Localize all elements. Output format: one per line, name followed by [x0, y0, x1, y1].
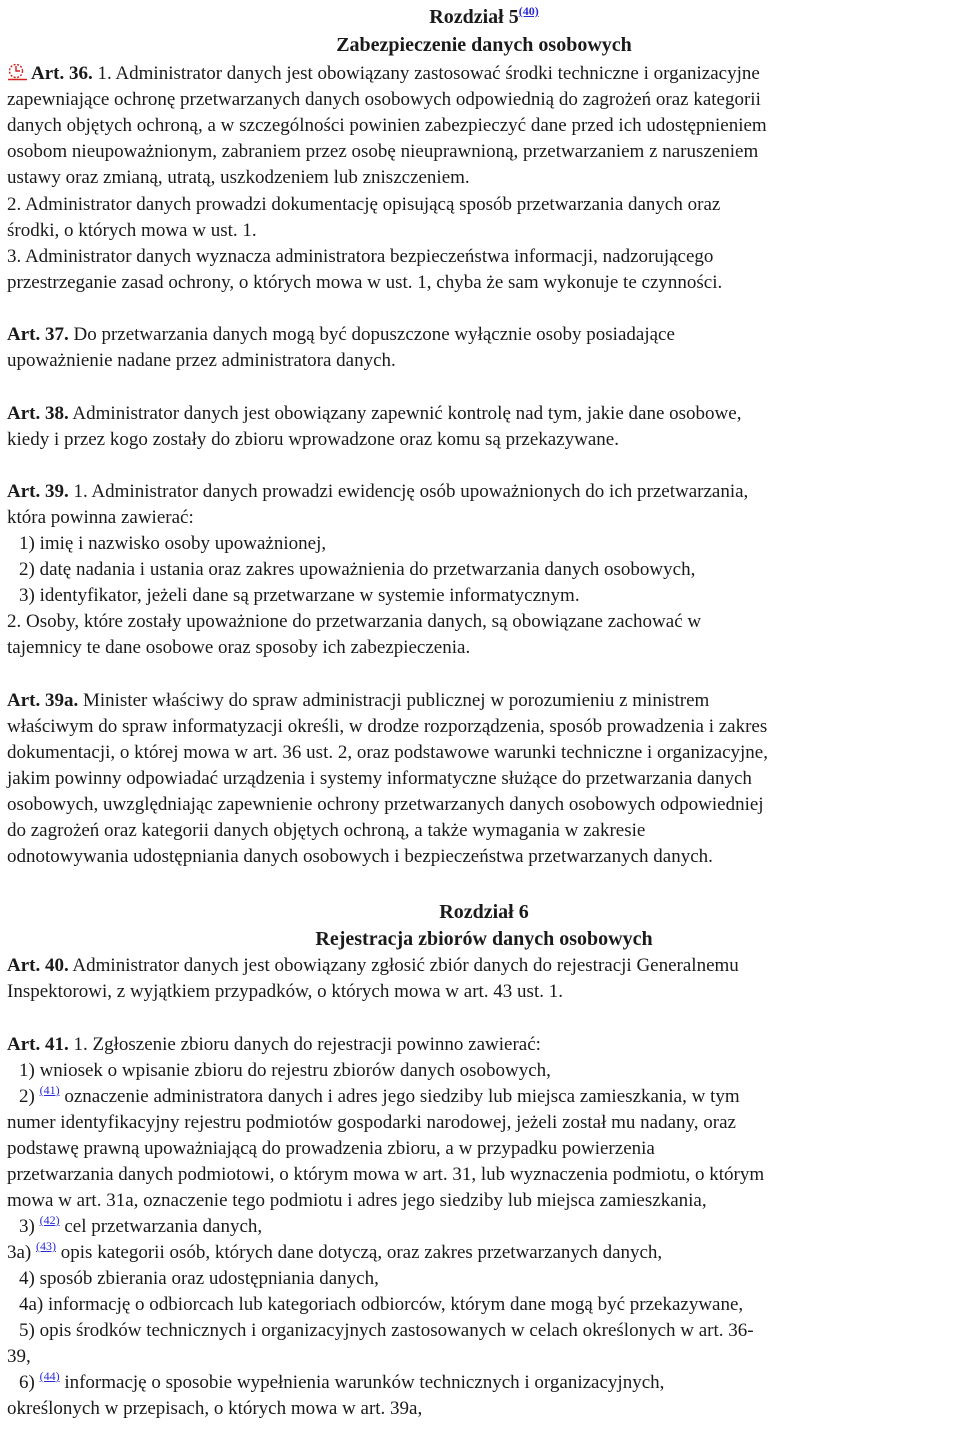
art-41-heading: Art. 41.	[7, 1034, 69, 1055]
list-item: 1) wniosek o wpisanie zbioru do rejestru zbiorów danych osobowych,	[19, 1060, 551, 1081]
footnote-link-43[interactable]: (43)	[36, 1239, 57, 1253]
art-39-text: która powinna zawierać:	[7, 507, 194, 528]
list-item: 6) $^{(44)}$ informację o sposobie wypełnienia warunków technicznych i organizacyjnych,	[19, 1369, 665, 1393]
art-38-heading: Art. 38.	[7, 403, 69, 424]
list-item-continuation: 39,	[7, 1346, 31, 1367]
list-item: 4a) informację o odbiorcach lub kategoriach odbiorców, którym dane mogą być przekazywane,	[19, 1294, 744, 1315]
art-39a-text: dokumentacji, o której mowa w art. 36 ust. 2, oraz podstawowe warunki techniczne i organizacyjne,	[7, 742, 768, 763]
art-36-text: zapewniające ochronę przetwarzanych danych osobowych odpowiednią do zagrożeń oraz kategorii	[7, 89, 761, 110]
footnote-link-44[interactable]: (44)	[39, 1369, 60, 1383]
art-36-text: ustawy oraz zmianą, utratą, uszkodzeniem lub zniszczeniem.	[7, 167, 470, 188]
list-item-continuation: podstawę prawną upoważniającą do prowadzenia zbioru, a w przypadku powierzenia	[7, 1138, 655, 1159]
art-39-heading: Art. 39.	[7, 481, 69, 502]
list-item: 3) identyfikator, jeżeli dane są przetwarzane w systemie informatycznym.	[19, 585, 580, 606]
art-40-text: Inspektorowi, z wyjątkiem przypadków, o których mowa w art. 43 ust. 1.	[7, 981, 563, 1002]
art-39a-text: właściwym do spraw informatyzacji określi, w drodze rozporządzenia, sposób prowadzenia i zakres	[7, 716, 768, 737]
art-39a-text: odnotowywania udostępniania danych osobowych i bezpieczeństwa przetwarzanych danych.	[7, 846, 713, 867]
art-40-line: Art. 40. Administrator danych jest obowiązany zgłosić zbiór danych do rejestracji Generalnemu	[7, 955, 739, 976]
footnote-link-40[interactable]: (40)	[518, 4, 539, 18]
list-item-continuation: przetwarzania danych podmiotowi, o którym mowa w art. 31, lub wyznaczenia podmiotu, o którym	[7, 1164, 765, 1185]
art-41-line: Art. 41. 1. Zgłoszenie zbioru danych do rejestracji powinno zawierać:	[7, 1034, 541, 1055]
art-39a-heading: Art. 39a.	[7, 690, 79, 711]
art-36-heading: Art. 36.	[31, 63, 93, 84]
list-item: 2) datę nadania i ustania oraz zakres upoważnienia do przetwarzania danych osobowych,	[19, 559, 696, 580]
art-38-line: Art. 38. Administrator danych jest obowiązany zapewnić kontrolę nad tym, jakie dane osobowe,	[7, 403, 742, 424]
art-39-text: tajemnicy te dane osobowe oraz sposoby ich zabezpieczenia.	[7, 637, 471, 658]
art-40-heading: Art. 40.	[7, 955, 69, 976]
art-36-text: przestrzeganie zasad ochrony, o których mowa w ust. 1, chyba że sam wykonuje te czynności.	[7, 272, 723, 293]
art-37-text: upoważnienie nadane przez administratora danych.	[7, 350, 396, 371]
art-36-text: osobom nieupoważnionym, zabraniem przez osobę nieuprawnioną, przetwarzaniem z naruszeniem	[7, 141, 759, 162]
chapter-5-label: Rozdział 5$^{(40)}$	[429, 4, 539, 28]
list-item-continuation: mowa w art. 31a, oznaczenie tego podmiotu i adres jego siedziby lub miejsca zamieszkania,	[7, 1190, 707, 1211]
list-item: 2) $^{(41)}$ oznaczenie administratora danych i adres jego siedziby lub miejsca zamieszkania, w tym	[19, 1083, 740, 1107]
chapter-6-title: Rejestracja zbiorów danych osobowych	[315, 928, 653, 950]
art-36-text: środki, o których mowa w ust. 1.	[7, 220, 257, 241]
footnote-link-41[interactable]: (41)	[39, 1083, 60, 1097]
list-item: 1) imię i nazwisko osoby upoważnionej,	[19, 533, 327, 554]
art-36-text: 2. Administrator danych prowadzi dokumentację opisującą sposób przetwarzania danych oraz	[7, 194, 721, 215]
list-item-continuation: numer identyfikacyjny rejestru podmiotów gospodarki narodowej, jeżeli został mu nadany, oraz	[7, 1112, 736, 1133]
list-item: 3) $^{(42)}$ cel przetwarzania danych,	[19, 1213, 263, 1237]
chapter-6-label: Rozdział 6	[439, 901, 529, 923]
art-39-text: 2. Osoby, które zostały upoważnione do przetwarzania danych, są obowiązane zachować w	[7, 611, 702, 632]
art-39a-line: Art. 39a. Minister właściwy do spraw administracji publicznej w porozumieniu z ministrem	[7, 690, 710, 711]
footnote-link-42[interactable]: (42)	[39, 1213, 60, 1227]
clock-icon[interactable]	[7, 63, 29, 81]
list-item: 4) sposób zbierania oraz udostępniania danych,	[19, 1268, 379, 1289]
list-item: 3a) $^{(43)}$ opis kategorii osób, których dane dotyczą, oraz zakres przetwarzanych danych,	[7, 1239, 663, 1263]
list-item: 5) opis środków technicznych i organizacyjnych zastosowanych w celach określonych w art. 36-	[19, 1320, 754, 1341]
art-39a-text: do zagrożeń oraz kategorii danych objętych ochroną, a także wymagania w zakresie	[7, 820, 646, 841]
art-37-line: Art. 37. Do przetwarzania danych mogą być dopuszczone wyłącznie osoby posiadające	[7, 324, 675, 345]
art-39-line: Art. 39. 1. Administrator danych prowadzi ewidencję osób upoważnionych do ich przetwarzania,	[7, 481, 749, 502]
art-39a-text: osobowych, uwzględniając zapewnienie ochrony przetwarzanych danych osobowych odpowiedniej	[7, 794, 764, 815]
chapter-5-title: Zabezpieczenie danych osobowych	[336, 34, 632, 56]
list-item-continuation: określonych w przepisach, o których mowa w art. 39a,	[7, 1398, 423, 1419]
art-37-heading: Art. 37.	[7, 324, 69, 345]
art-36-text: danych objętych ochroną, a w szczególności powinien zabezpieczyć dane przed ich udostępnieniem	[7, 115, 767, 136]
art-38-text: kiedy i przez kogo zostały do zbioru wprowadzone oraz komu są przekazywane.	[7, 429, 619, 450]
art-36-text: 3. Administrator danych wyznacza administratora bezpieczeństwa informacji, nadzorującego	[7, 246, 714, 267]
art-39a-text: jakim powinny odpowiadać urządzenia i systemy informatyczne służące do przetwarzania danych	[7, 768, 752, 789]
art-36-line: Art. 36. 1. Administrator danych jest obowiązany zastosować środki techniczne i organizacyjne	[7, 63, 760, 85]
